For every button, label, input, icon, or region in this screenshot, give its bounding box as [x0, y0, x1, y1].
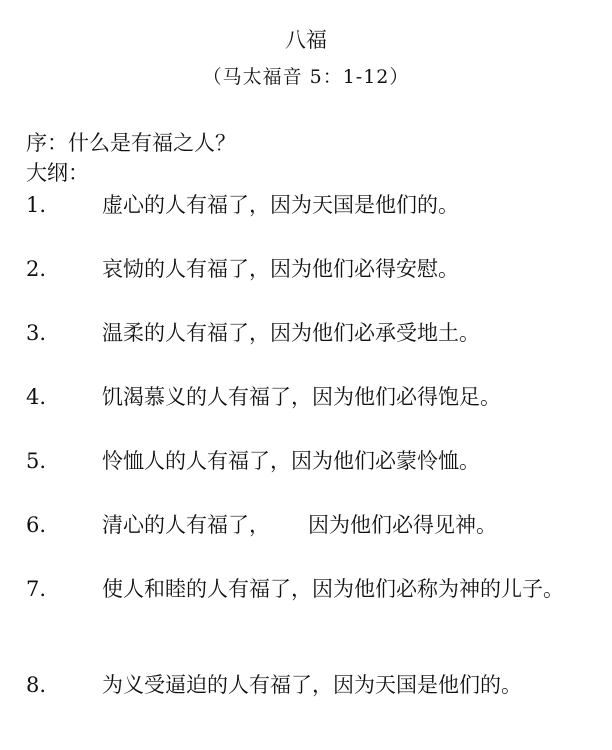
- beatitude-item-2: [26, 254, 586, 284]
- page-title: 八福: [285, 28, 327, 52]
- beatitude-item-7: [26, 574, 586, 604]
- beatitude-item-3: [26, 318, 586, 348]
- preface-line: 序：什么是有福之人？: [26, 131, 236, 155]
- item-number: 5.: [26, 449, 47, 473]
- item-number: 6.: [26, 513, 47, 537]
- item-text: 温柔的人有福了，因为他们必承受地土。: [102, 321, 480, 345]
- scripture-reference: （马太福音 5：1-12）: [202, 66, 410, 88]
- item-text-line: [26, 510, 586, 540]
- item-number: 4.: [26, 385, 47, 409]
- item-number: 3.: [26, 321, 47, 345]
- outline-label: 大纲：: [26, 161, 89, 185]
- item-text-continued: 因为他们必得见神。: [308, 513, 497, 537]
- item-text: 为义受逼迫的人有福了，因为天国是他们的。: [102, 673, 522, 697]
- item-number: 2.: [26, 257, 47, 281]
- item-text: 饥渴慕义的人有福了，因为他们必得饱足。: [102, 385, 501, 409]
- beatitude-item-6: [26, 510, 586, 540]
- beatitude-item-5: [26, 446, 586, 476]
- beatitude-item-4: [26, 382, 586, 412]
- item-number: 7.: [26, 577, 47, 601]
- item-text: 使人和睦的人有福了，因为他们必称为神的儿子。: [102, 577, 564, 601]
- item-number: 1.: [26, 193, 47, 217]
- item-text: 哀恸的人有福了，因为他们必得安慰。: [102, 257, 459, 281]
- item-number: 8.: [26, 673, 47, 697]
- beatitude-item-8: [26, 670, 586, 700]
- item-text: 清心的人有福了，: [102, 513, 270, 537]
- item-text: 怜恤人的人有福了，因为他们必蒙怜恤。: [102, 449, 480, 473]
- beatitude-item-1: [26, 190, 586, 220]
- item-text: 虚心的人有福了，因为天国是他们的。: [102, 193, 459, 217]
